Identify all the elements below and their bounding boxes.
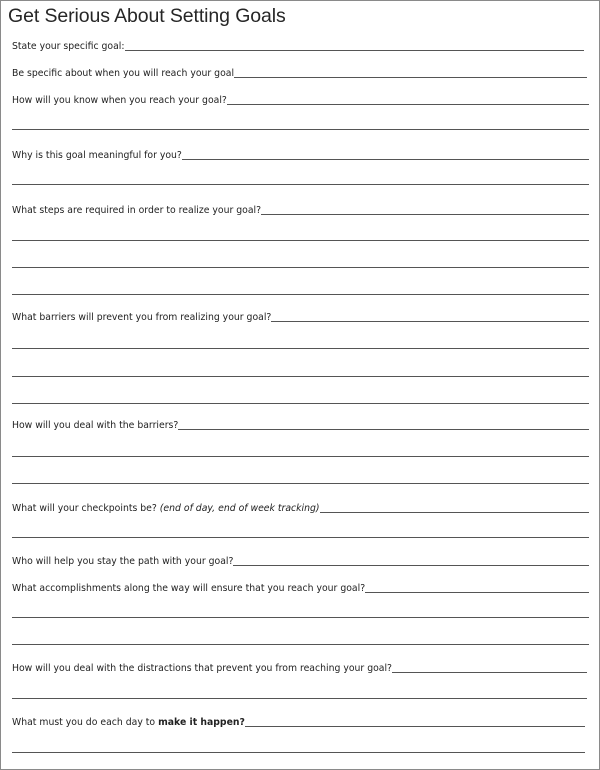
answer-line[interactable]	[271, 321, 589, 322]
answer-line[interactable]	[12, 403, 589, 404]
question-label: What barriers will prevent you from realizing your goal?	[12, 312, 272, 323]
answer-line[interactable]	[12, 537, 589, 538]
question-label	[12, 503, 320, 515]
question-when-reach-goal	[12, 66, 587, 80]
label-bold-emphasis: make it happen?	[158, 717, 245, 728]
answer-line[interactable]	[12, 129, 589, 130]
question-specific-goal	[12, 39, 584, 53]
answer-line[interactable]	[12, 184, 589, 185]
question-deal-with-barriers	[12, 418, 589, 432]
answer-line[interactable]	[320, 512, 589, 513]
question-label: What accomplishments along the way will ensure that you reach your goal?	[12, 583, 366, 594]
question-steps-required	[12, 203, 589, 217]
answer-line[interactable]	[12, 348, 589, 349]
answer-line[interactable]	[233, 565, 589, 566]
answer-line[interactable]	[12, 456, 589, 457]
question-label: How will you deal with the barriers?	[12, 420, 179, 431]
question-barriers	[12, 310, 589, 324]
answer-line[interactable]	[234, 77, 587, 78]
answer-line[interactable]	[261, 214, 589, 215]
page-title: Get Serious About Setting Goals	[8, 5, 286, 27]
question-label: State your specific goal:	[12, 41, 125, 52]
answer-line[interactable]	[12, 617, 589, 618]
answer-line[interactable]	[12, 294, 589, 295]
question-why-meaningful	[12, 148, 589, 162]
answer-line[interactable]	[392, 672, 587, 673]
answer-line[interactable]	[12, 483, 589, 484]
question-label: What steps are required in order to realize your goal?	[12, 205, 262, 216]
question-label	[12, 717, 245, 729]
question-label: Who will help you stay the path with your goal?	[12, 556, 234, 567]
label-italic-note: (end of day, end of week tracking)	[159, 503, 320, 514]
answer-line[interactable]	[245, 726, 585, 727]
answer-line[interactable]	[12, 376, 589, 377]
answer-line[interactable]	[125, 50, 584, 51]
question-label: Be specific about when you will reach your goal	[12, 68, 235, 79]
question-label: Why is this goal meaningful for you?	[12, 150, 182, 161]
question-label: How will you deal with the distractions that prevent you from reaching your goal?	[12, 663, 392, 674]
answer-line[interactable]	[365, 592, 589, 593]
answer-line[interactable]	[12, 267, 589, 268]
question-distractions	[12, 661, 587, 675]
question-label: How will you know when you reach your goal?	[12, 95, 227, 106]
label-text: What will your checkpoints be?	[12, 503, 160, 514]
answer-line[interactable]	[227, 104, 589, 105]
answer-line[interactable]	[12, 644, 589, 645]
question-checkpoints	[12, 501, 589, 515]
question-who-will-help	[12, 554, 589, 568]
question-accomplishments	[12, 581, 589, 595]
answer-line[interactable]	[178, 429, 589, 430]
label-text: What must you do each day to	[12, 717, 159, 728]
answer-line[interactable]	[12, 240, 589, 241]
answer-line[interactable]	[182, 159, 589, 160]
answer-line[interactable]	[12, 698, 587, 699]
answer-line[interactable]	[12, 752, 585, 753]
question-daily-action	[12, 715, 585, 729]
question-how-know	[12, 93, 589, 107]
